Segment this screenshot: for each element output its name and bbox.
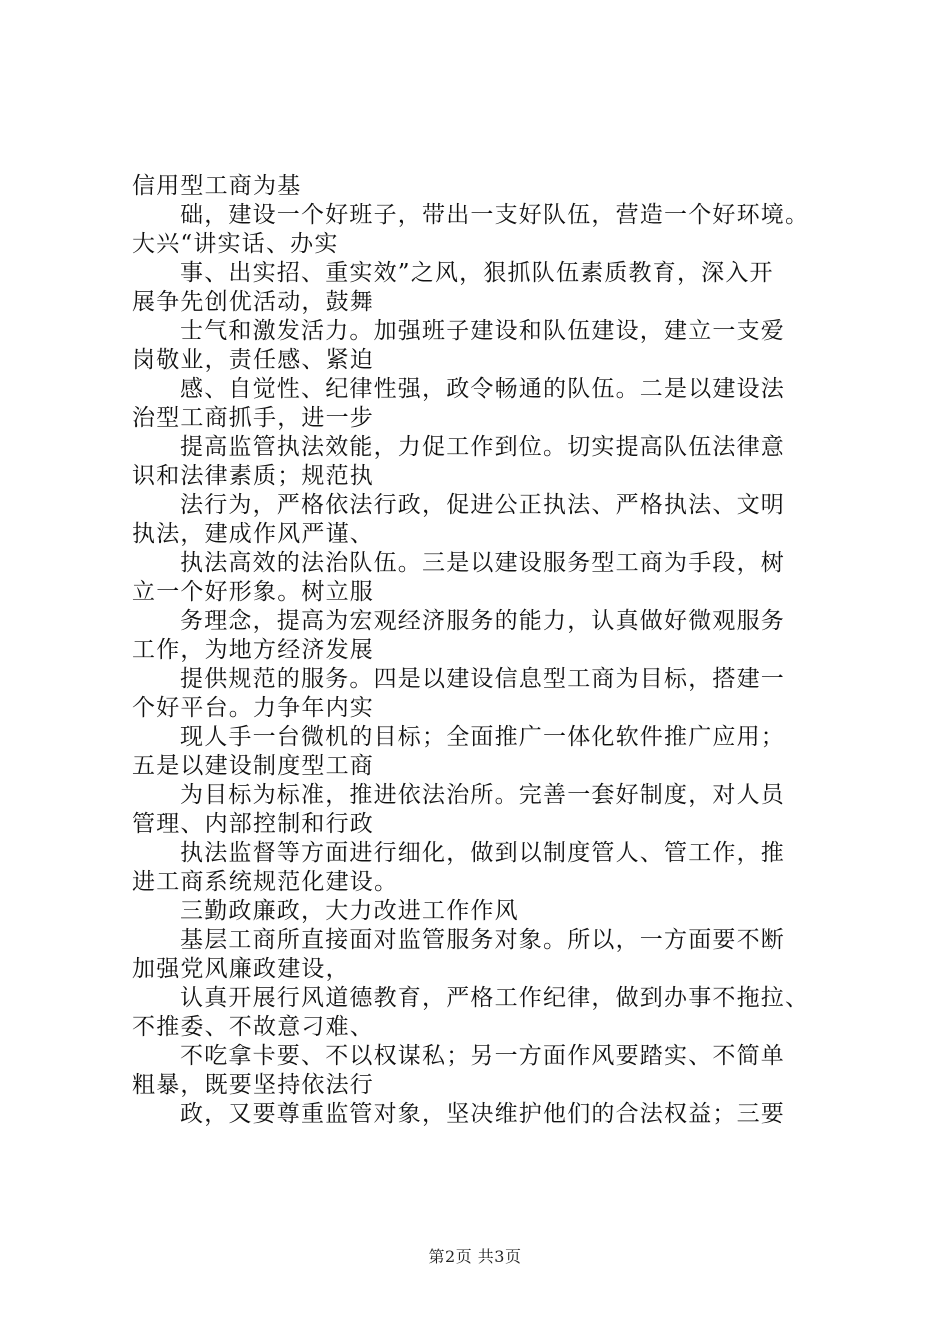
text-line: 政，又要尊重监管对象，坚决维护他们的合法权益；三要 — [180, 1101, 785, 1127]
text-line: 立一个好形象。树立服 — [132, 579, 374, 605]
text-line: 识和法律素质；规范执 — [132, 463, 374, 489]
text-line: 法行为，严格依法行政，促进公正执法、严格执法、文明 — [180, 492, 785, 518]
text-line: 工作，为地方经济发展 — [132, 637, 374, 663]
text-line: 五是以建设制度型工商 — [132, 753, 374, 779]
text-line: 础，建设一个好班子，带出一支好队伍，营造一个好环境。 — [180, 202, 810, 228]
text-line: 治型工商抓手，进一步 — [132, 405, 374, 431]
text-line: 加强党风廉政建设， — [132, 956, 350, 982]
text-line: 感、自觉性、纪律性强，政令畅通的队伍。二是以建设法 — [180, 376, 785, 402]
text-line: 执法高效的法治队伍。三是以建设服务型工商为手段，树 — [180, 550, 785, 576]
text-line: 展争先创优活动，鼓舞 — [132, 289, 374, 315]
text-line: 三勤政廉政，大力改进工作作风 — [180, 898, 519, 924]
page-footer: 第2页 共3页 — [428, 1247, 522, 1266]
text-line: 岗敬业，责任感、紧迫 — [132, 347, 374, 373]
body-text — [132, 172, 852, 1129]
text-line: 粗暴，既要坚持依法行 — [132, 1072, 374, 1098]
text-line: 大兴“讲实话、办实 — [132, 231, 339, 257]
text-line: 为目标为标准，推进依法治所。完善一套好制度，对人员 — [180, 782, 785, 808]
text-line: 现人手一台微机的目标；全面推广一体化软件推广应用； — [180, 724, 785, 750]
text-line: 执法，建成作风严谨、 — [132, 521, 374, 547]
text-line: 提供规范的服务。四是以建设信息型工商为目标，搭建一 — [180, 666, 785, 692]
text-line: 信用型工商为基 — [132, 173, 302, 199]
text-line: 提高监管执法效能，力促工作到位。切实提高队伍法律意 — [180, 434, 785, 460]
text-line: 认真开展行风道德教育，严格工作纪律，做到办事不拖拉、 — [180, 985, 810, 1011]
text-line: 士气和激发活力。加强班子建设和队伍建设，建立一支爱 — [180, 318, 785, 344]
text-line: 事、出实招、重实效”之风，狠抓队伍素质教育，深入开 — [180, 260, 774, 286]
text-line: 务理念，提高为宏观经济服务的能力，认真做好微观服务 — [180, 608, 785, 634]
text-line: 不吃拿卡要、不以权谋私；另一方面作风要踏实、不简单 — [180, 1043, 785, 1069]
text-line: 执法监督等方面进行细化，做到以制度管人、管工作，推 — [180, 840, 785, 866]
text-line: 基层工商所直接面对监管服务对象。所以，一方面要不断 — [180, 927, 785, 953]
text-line: 管理、内部控制和行政 — [132, 811, 374, 837]
text-line: 个好平台。力争年内实 — [132, 695, 374, 721]
text-line: 进工商系统规范化建设。 — [132, 869, 399, 895]
text-line: 不推委、不故意刁难、 — [132, 1014, 374, 1040]
